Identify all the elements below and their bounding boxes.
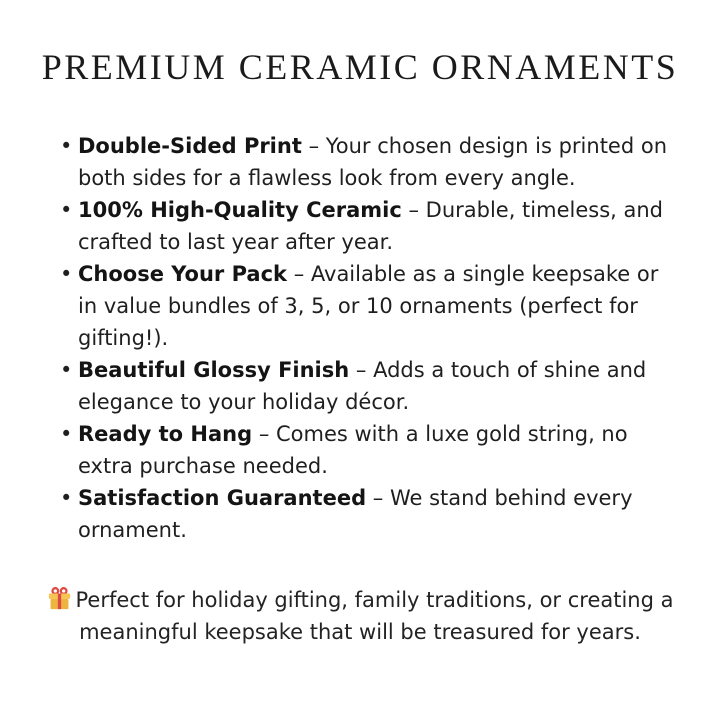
feature-description: – Adds a touch of shine and elegance to your holiday décor.: [78, 358, 647, 414]
feature-description: – We stand behind every ornament.: [78, 486, 633, 542]
feature-item: [78, 258, 678, 354]
feature-item: [78, 194, 678, 258]
feature-heading: Ready to Hang: [78, 422, 253, 446]
feature-description: – Available as a single keepsake or in value bundles of 3, 5, or 10 ornaments (perfect for gifting!).: [78, 262, 659, 350]
feature-item: [78, 130, 678, 194]
feature-heading: Beautiful Glossy Finish: [78, 358, 350, 382]
feature-heading: Satisfaction Guaranteed: [78, 486, 367, 510]
gift-icon: [47, 586, 72, 611]
features-list: [78, 130, 678, 546]
feature-description: – Comes with a luxe gold string, no extra purchase needed.: [78, 422, 628, 478]
page-title: PREMIUM CERAMIC ORNAMENTS: [41, 47, 679, 87]
feature-description: – Durable, timeless, and crafted to last year after year.: [78, 198, 664, 254]
feature-heading: Choose Your Pack: [78, 262, 288, 286]
feature-heading: 100% High-Quality Ceramic: [78, 198, 402, 222]
footer-note: [46, 584, 674, 648]
feature-item: [78, 482, 678, 546]
feature-item: [78, 354, 678, 418]
footer-text: Perfect for holiday gifting, family traditions, or creating a meaningful keepsake that will be treasured for years.: [75, 588, 674, 644]
feature-heading: Double-Sided Print: [78, 134, 302, 158]
feature-item: [78, 418, 678, 482]
feature-description: – Your chosen design is printed on both sides for a flawless look from every angle.: [78, 134, 668, 190]
